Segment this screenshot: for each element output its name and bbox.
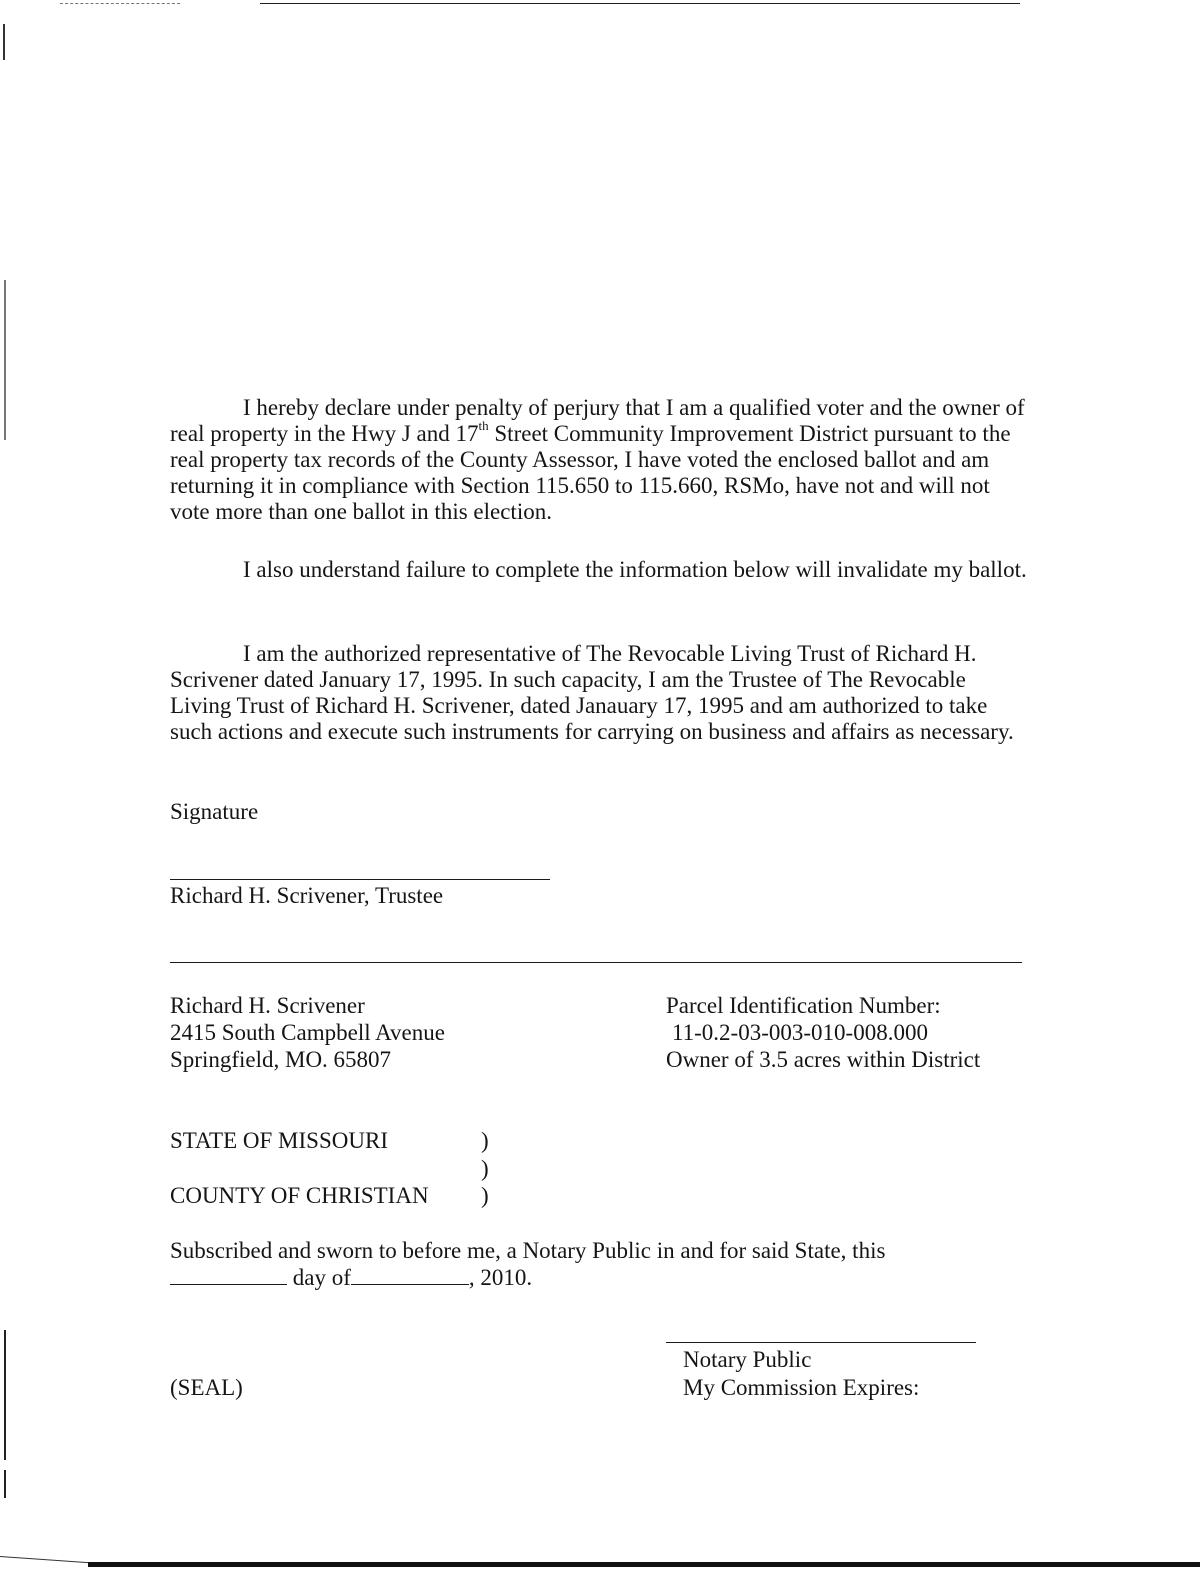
commission-expires: My Commission Expires: xyxy=(683,1375,920,1400)
parcel-number: 11-0.2-03-003-010-008.000 xyxy=(672,1020,928,1045)
signature-line xyxy=(170,879,550,880)
scan-artifact-left-mark xyxy=(4,280,6,440)
scan-artifact-bottom-edge xyxy=(88,1562,1200,1567)
venue-state: STATE OF MISSOURI xyxy=(170,1128,388,1153)
owner-city: Springfield, MO. 65807 xyxy=(170,1047,392,1072)
scan-artifact-top xyxy=(260,3,1020,4)
seal-label: (SEAL) xyxy=(170,1375,243,1400)
owner-name: Richard H. Scrivener xyxy=(170,993,365,1018)
scan-artifact-left-mark xyxy=(3,24,5,60)
signature-label: Signature xyxy=(170,799,259,824)
representative-paragraph: I am the authorized representative of The Revocable Living Trust of Richard H. Scrivener dated January 17, 1995. In such capacity, I am the Trustee of The Revocable Living Trust of Richard H. Scrivener, dated Janauary 17, 1995 and am authorized to take such actions and execute such instruments for carrying on business and affairs as necessary. xyxy=(170,641,1014,744)
scan-artifact-left-mark xyxy=(4,1330,6,1460)
owner-street: 2415 South Campbell Avenue xyxy=(170,1020,445,1045)
year-text: , 2010. xyxy=(468,1265,533,1290)
venue-county: COUNTY OF CHRISTIAN xyxy=(170,1183,429,1208)
scan-artifact-left-mark xyxy=(4,1470,6,1498)
scan-artifact-bottom-tail xyxy=(0,1556,90,1563)
venue-bracket: ) xyxy=(481,1156,489,1181)
month-blank xyxy=(351,1264,469,1285)
venue-bracket: ) xyxy=(481,1183,489,1208)
signer-name: Richard H. Scrivener, Trustee xyxy=(170,883,444,908)
notary-signature-line xyxy=(666,1342,976,1343)
jurat-date-line xyxy=(170,1264,532,1292)
declaration-text-part1: I hereby declare under penalty of perjury that I am a qualified voter and the owner of real property in the Hwy J and 17 xyxy=(170,395,1025,446)
day-blank xyxy=(170,1264,287,1285)
declaration-text-part2: Street Community Improvement District pursuant to the real property tax records of the County Assessor, I have voted the enclosed ballot and am returning it in compliance with Section 115.650 to 115.660, RSMo, have not and will not vote more than one ballot in this election. xyxy=(170,421,1011,524)
jurat-statement: Subscribed and sworn to before me, a Notary Public in and for said State, this xyxy=(170,1238,886,1263)
parcel-label: Parcel Identification Number: xyxy=(666,993,941,1018)
invalidation-paragraph: I also understand failure to complete the information below will invalidate my ballot. xyxy=(243,557,1027,582)
ordinal-suffix: th xyxy=(478,418,489,434)
scan-artifact-top-left xyxy=(60,3,180,4)
day-of-text: day of xyxy=(287,1265,351,1290)
section-divider xyxy=(170,962,1022,963)
venue-bracket: ) xyxy=(481,1128,489,1153)
declaration-paragraph xyxy=(170,395,1030,525)
notary-title: Notary Public xyxy=(683,1347,812,1372)
parcel-acreage: Owner of 3.5 acres within District xyxy=(666,1047,981,1072)
